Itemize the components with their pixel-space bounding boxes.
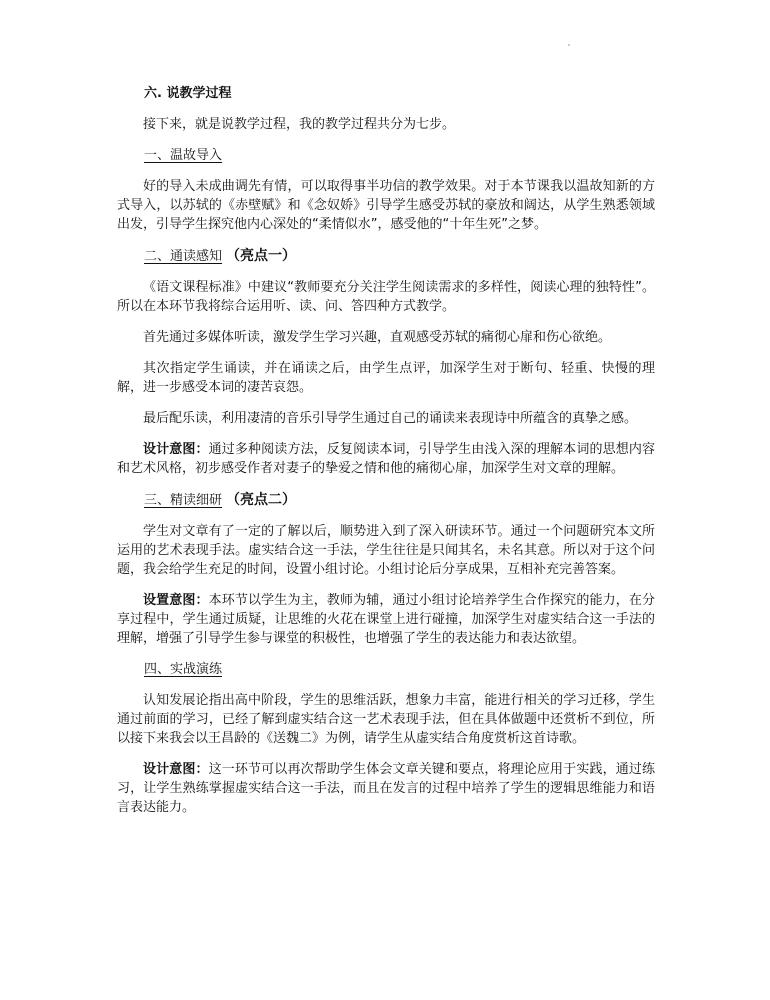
step2-heading-text: 二、通读感知	[144, 249, 223, 264]
step3-intent	[117, 591, 655, 648]
page-mark	[568, 44, 570, 46]
step3-highlight: （亮点二）	[226, 492, 297, 508]
step3-paragraph: 学生对文章有了一定的了解以后，顺势进入到了深入研读环节。通过一个问题研究本文所运用的艺术表现手法。虚实结合这一手法，学生往往是只闻其名，未名其意。所以对于这个问题，我会给学生充足的时间，设置小组讨论。小组讨论后分享成果，互相补充完善答案。	[117, 524, 655, 577]
step4-paragraph: 认知发展论指出高中阶段，学生的思维活跃，想象力丰富，能进行相关的学习迁移，学生通过前面的学习，已经了解到虚实结合这一艺术表现手法，但在具体做题中还赏析不到位，所以接下来我会以王昌龄的《送魏二》为例，请学生从虚实结合角度赏析这首诗歌。	[117, 693, 655, 746]
step4-heading	[144, 660, 655, 680]
step1-heading-text: 一、温故导入	[144, 148, 223, 163]
step2-intent	[117, 440, 655, 478]
step3-heading-text: 三、精读细研	[144, 493, 223, 508]
document-body	[117, 84, 655, 829]
step3-intent-label: 设置意图：	[143, 593, 209, 608]
step2-paragraph-3: 其次指定学生诵读，并在诵读之后，由学生点评，加深学生对于断句、轻重、快慢的理解，进一步感受本词的凄苦哀怨。	[117, 361, 655, 395]
step4-intent-label: 设计意图：	[143, 762, 209, 777]
step4-intent	[117, 760, 655, 817]
section-title: 六. 说教学过程	[144, 86, 232, 101]
step4-intent-text: 这一环节可以再次帮助学生体会文章关键和要点，将理论应用于实践，通过练习，让学生熟练掌握虚实结合这一手法，而且在发言的过程中培养了学生的逻辑思维能力和语言表达能力。	[117, 762, 655, 815]
intro-paragraph: 接下来，就是说教学过程，我的教学过程共分为七步。	[143, 117, 456, 132]
step2-intent-label: 设计意图：	[143, 442, 209, 457]
step2-intent-text: 通过多种阅读方法，反复阅读本词，引导学生由浅入深的理解本词的思想内容和艺术风格，初步感受作者对妻子的挚爱之情和他的痛彻心扉，加深学生对文章的理解。	[117, 442, 655, 476]
step2-paragraph-1: 《语文课程标准》中建议“教师要充分关注学生阅读需求的多样性，阅读心理的独特性”。所以在本环节我将综合运用听、读、问、答四种方式教学。	[117, 280, 655, 314]
step2-paragraph-4: 最后配乐读，利用凄清的音乐引导学生通过自己的诵读来表现诗中所蕴含的真挚之感。	[143, 411, 638, 426]
step2-highlight: （亮点一）	[226, 248, 297, 264]
step1-paragraph: 好的导入未成曲调先有情，可以取得事半功信的教学效果。对于本节课我以温故知新的方式导入，以苏轼的《赤壁赋》和《念奴娇》引导学生感受苏轼的豪放和阔达，从学生熟悉领域出发，引导学生探究他内心深处的“柔情似水”，感受他的“十年生死”之梦。	[117, 179, 655, 232]
step2-heading	[144, 246, 655, 267]
step2-paragraph-2: 首先通过多媒体听读，激发学生学习兴趣，直观感受苏轼的痛彻心扉和伤心欲绝。	[143, 330, 612, 345]
step4-heading-text: 四、实战演练	[144, 662, 223, 677]
step3-intent-text: 本环节以学生为主，教师为辅，通过小组讨论培养学生合作探究的能力，在分享过程中，学生通过质疑，让思维的火花在课堂上进行碰撞，加深学生对虚实结合这一手法的理解，增强了引导学生参与课堂的积极性，也增强了学生的表达能力和表达欲望。	[117, 593, 655, 646]
step3-heading	[144, 490, 655, 511]
step1-heading	[144, 146, 655, 166]
